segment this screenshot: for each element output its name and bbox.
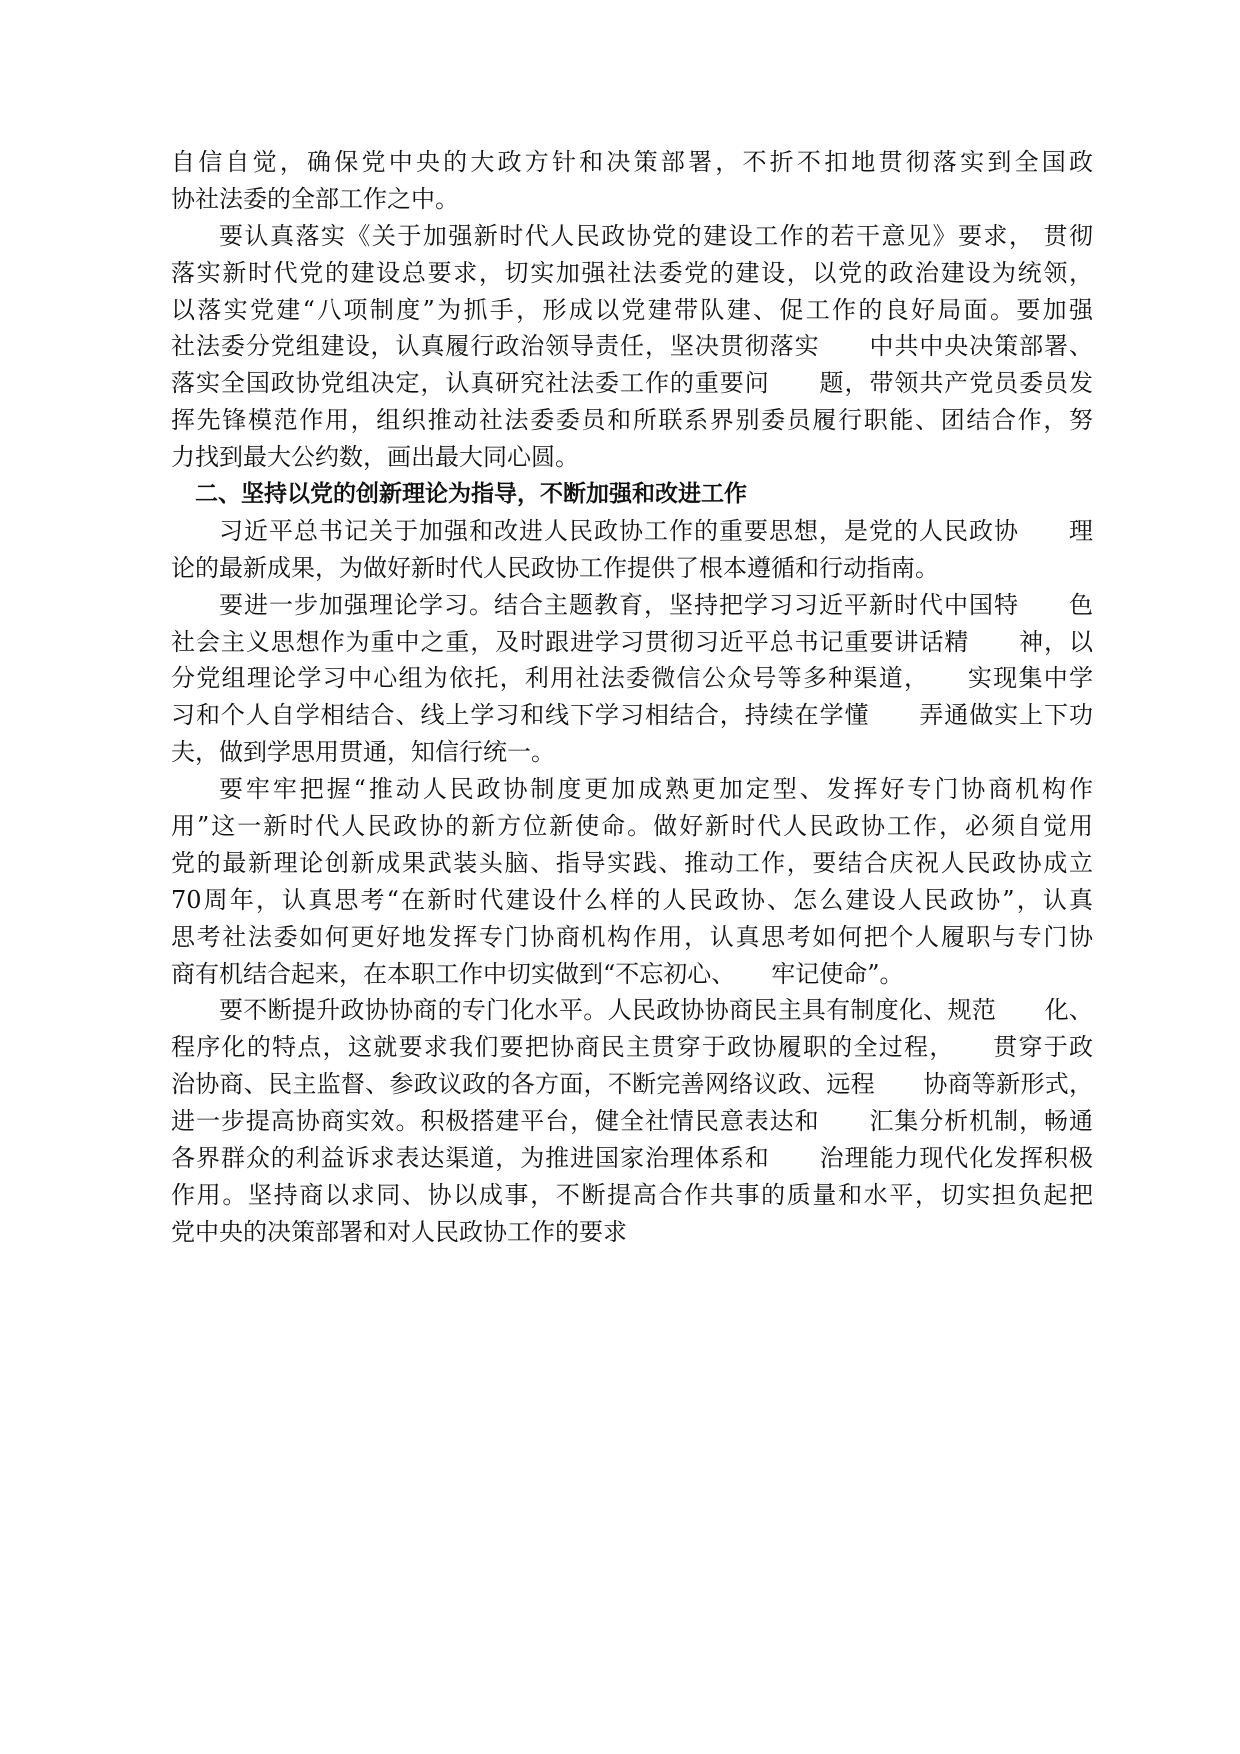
text-line: 要进一步加强理论学习。结合主题教育，坚持把学习习近平新时代中国特 色 <box>219 590 1093 619</box>
text-line: 社会主义思想作为重中之重，及时跟进学习贯彻习近平总书记重要讲话精 神，以 <box>171 627 1093 656</box>
text-line: 要认真落实《关于加强新时代人民政协党的建设工作的若干意见》要求， 贯彻 <box>219 221 1093 250</box>
text-line: 挥先锋模范作用，组织推动社法委委员和所联系界别委员履行职能、团结合作，努 <box>171 406 1093 435</box>
text-line: 分党组理论学习中心组为依托，利用社法委微信公众号等多种渠道， 实现集中学 <box>171 664 1093 693</box>
text-line: 70周年，认真思考“在新时代建设什么样的人民政协、怎么建设人民政协”，认真 <box>171 885 1093 914</box>
text-line: 进一步提高协商实效。积极搭建平台，健全社情民意表达和 汇集分析机制，畅通 <box>171 1107 1093 1136</box>
text-line: 各界群众的利益诉求表达渠道，为推进国家治理体系和 治理能力现代化发挥积极 <box>171 1144 1093 1173</box>
text-line: 以落实党建“八项制度”为抓手，形成以党建带队建、促工作的良好局面。要加强 <box>171 295 1093 324</box>
text-line: 力找到最大公约数，画出最大同心圆。 <box>171 443 579 472</box>
text-line: 社法委分党组建设，认真履行政治领导责任，坚决贯彻落实 中共中央决策部署、 <box>171 332 1093 361</box>
text-line: 论的最新成果，为做好新时代人民政协工作提供了根本遵循和行动指南。 <box>171 553 939 582</box>
text-line: 用”这一新时代人民政协的新方位新使命。做好新时代人民政协工作，必须自觉用 <box>171 812 1093 841</box>
text-line: 要不断提升政协协商的专门化水平。人民政协协商民主具有制度化、规范 化、 <box>219 996 1093 1025</box>
text-line: 党的最新理论创新成果武装头脑、指导实践、推动工作，要结合庆祝人民政协成立 <box>171 848 1093 877</box>
text-line: 治协商、民主监督、参政议政的各方面，不断完善网络议政、远程 协商等新形式， <box>171 1070 1093 1099</box>
document-body <box>171 144 1093 1251</box>
text-line: 习近平总书记关于加强和改进人民政协工作的重要思想，是党的人民政协 理 <box>219 516 1093 545</box>
text-line: 协社法委的全部工作之中。 <box>171 184 459 213</box>
text-line: 习和个人自学相结合、线上学习和线下学习相结合，持续在学懂 弄通做实上下功 <box>171 701 1093 730</box>
text-line: 落实全国政协党组决定，认真研究社法委工作的重要问 题，带领共产党员委员发 <box>171 369 1093 398</box>
text-line: 自信自觉，确保党中央的大政方针和决策部署，不折不扣地贯彻落实到全国政 <box>171 148 1093 176</box>
text-line: 夫，做到学思用贯通，知信行统一。 <box>171 738 555 767</box>
text-line: 思考社法委如何更好地发挥专门协商机构作用，认真思考如何把个人履职与专门协 <box>171 922 1093 951</box>
text-line: 要牢牢把握“推动人民政协制度更加成熟更加定型、发挥好专门协商机构作 <box>219 775 1093 804</box>
section-heading: 二、坚持以党的创新理论为指导，不断加强和改进工作 <box>195 481 747 508</box>
text-line: 商有机结合起来，在本职工作中切实做到“不忘初心、 牢记使命”。 <box>171 959 904 988</box>
text-line: 作用。坚持商以求同、协以成事，不断提高合作共事的质量和水平，切实担负起把 <box>171 1180 1093 1209</box>
text-line: 落实新时代党的建设总要求，切实加强社法委党的建设，以党的政治建设为统领， <box>171 258 1093 287</box>
text-line: 党中央的决策部署和对人民政协工作的要求 <box>171 1217 627 1246</box>
text-line: 程序化的特点，这就要求我们要把协商民主贯穿于政协履职的全过程， 贯穿于政 <box>171 1033 1093 1062</box>
